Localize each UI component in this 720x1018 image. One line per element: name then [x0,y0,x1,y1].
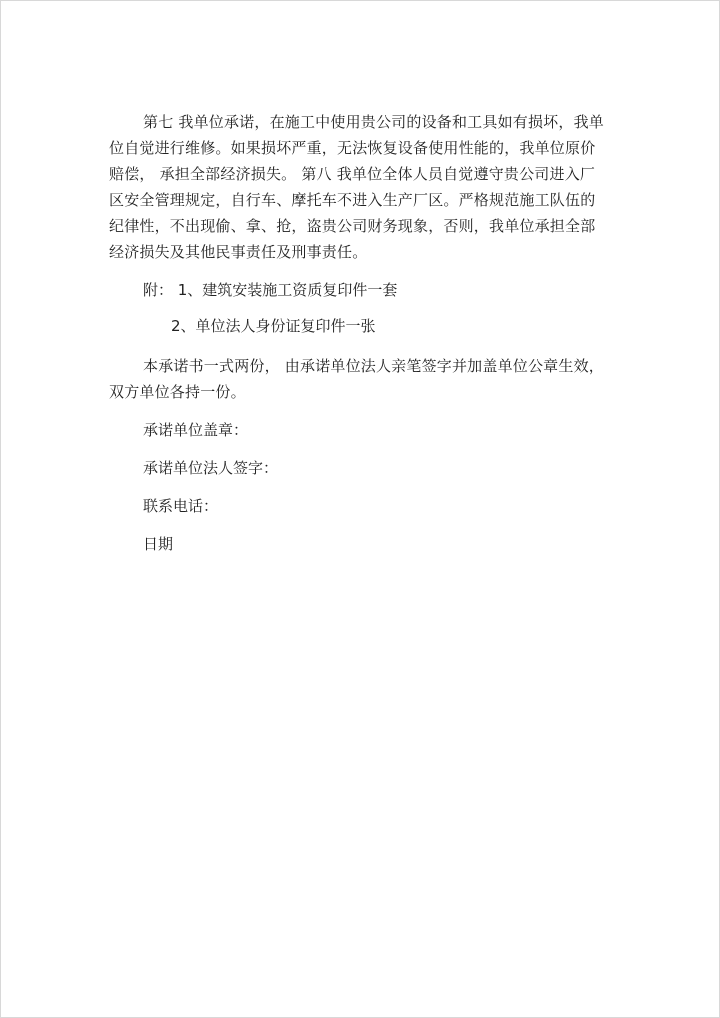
phone-label: 联系电话： [143,497,219,515]
paragraph-commitment-7-8: 第七 我单位承诺，在施工中使用贵公司的设备和工具如有损坏，我单位自觉进行维修。如果损坏严重，无法恢复设备使用性能的，我单位原价赔偿， 承担全部经济损失。 第八 我单位全体人员自觉遵守贵公司进入厂区安全管理规定，自行车、摩托车不进入生产厂区。严格规范施工队伍的纪律性，不出现偷、拿、抢，盗贵公司财务现象，否则，我单位承担全部经济损失及其他民事责任及刑事责任。 [109,113,604,261]
date-label: 日期 [143,535,174,553]
paragraph-closing: 本承诺书一式两份， 由承诺单位法人亲笔签字并加盖单位公章生效，双方单位各持一份。 [109,357,604,401]
seal-label: 承诺单位盖章： [143,421,249,439]
signature-label: 承诺单位法人签字： [143,459,279,477]
attachment-item-1: 附： 1、建筑安装施工资质复印件一套 [143,281,398,299]
attachment-item-2: 2、单位法人身份证复印件一张 [171,317,376,335]
document-body [109,109,609,569]
